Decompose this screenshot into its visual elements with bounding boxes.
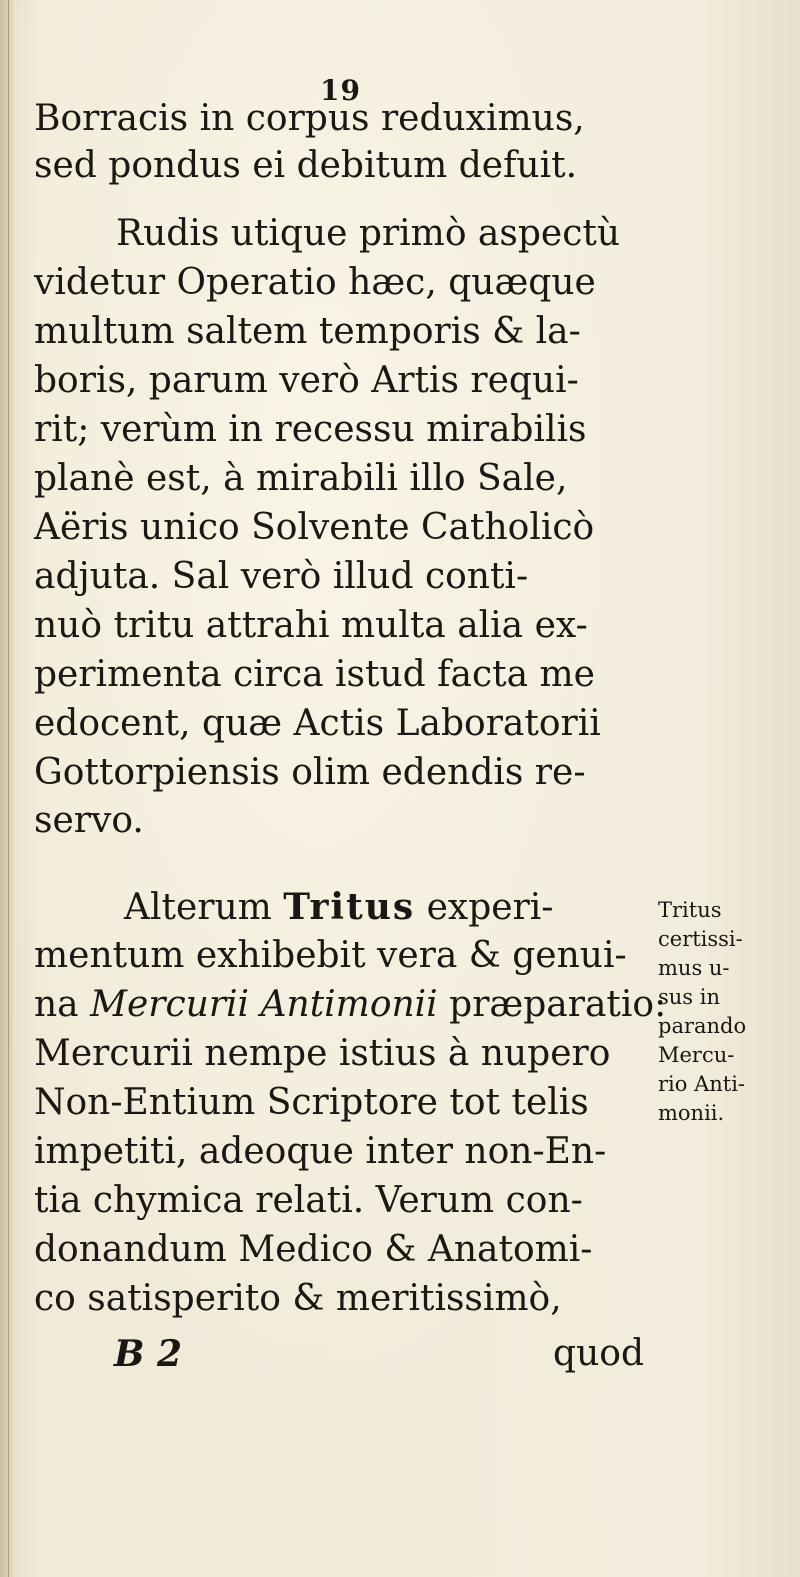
paragraph1-line-1: Borracis in corpus reduximus, (34, 98, 585, 139)
paragraph3-line-7: tia chymica relati. Verum con- (34, 1180, 583, 1221)
paragraph3-line-3-prefix: na (34, 984, 79, 1025)
paragraph2-line-12: Gottorpiensis olim edendis re- (34, 752, 586, 793)
margin-note-line-3: mus u- (658, 956, 730, 980)
paragraph3-line-3 (34, 984, 666, 1026)
margin-note-line-7: rio Anti- (658, 1072, 746, 1096)
paragraph2-line-1: Rudis utique primò aspectù (116, 213, 621, 254)
catchline (114, 1333, 644, 1375)
paragraph2-line-5: rit; verùm in recessu mirabilis (34, 409, 587, 450)
paragraph2-line-7: Aëris unico Solvente Catholicò (34, 507, 595, 548)
paragraph2-line-13: servo. (34, 800, 144, 841)
paragraph2-line-4: boris, parum verò Artis requi- (34, 360, 579, 401)
italic-phrase: Mercurii Antimonii (90, 984, 438, 1025)
signature-mark: B 2 (114, 1333, 183, 1375)
paragraph3-line-2: mentum exhibebit vera & genui- (34, 935, 627, 976)
margin-note-line-2: certissi- (658, 927, 743, 951)
paragraph3-line-3-suffix: præparatio: (449, 984, 667, 1025)
catchword: quod (553, 1333, 644, 1374)
page-gutter (0, 0, 14, 1577)
margin-note-line-6: Mercu- (658, 1043, 735, 1067)
paragraph2-line-2: videtur Operatio hæc, quæque (34, 262, 596, 303)
margin-note-line-5: parando (658, 1014, 747, 1038)
paragraph3-line-1-rest: experi- (426, 887, 554, 928)
paragraph3-first-word: Alterum (124, 887, 272, 928)
margin-note-line-1: Tritus (658, 898, 722, 922)
page-number: 19 (320, 74, 361, 107)
paragraph3-line-5: Non-Entium Scriptore tot telis (34, 1082, 589, 1123)
paragraph1-line-2: sed pondus ei debitum defuit. (34, 145, 578, 186)
paragraph2-line-10: perimenta circa istud facta me (34, 654, 595, 695)
paragraph2-line-3: multum saltem temporis & la- (34, 311, 581, 352)
paragraph2-line-8: adjuta. Sal verò illud conti- (34, 556, 529, 597)
paragraph3-line-6: impetiti, adeoque inter non-En- (34, 1131, 607, 1172)
gutter-fold-line (8, 0, 9, 1577)
paragraph3-line-8: donandum Medico & Anatomi- (34, 1229, 593, 1270)
paragraph2-line-9: nuò tritu attrahi multa alia ex- (34, 605, 588, 646)
paragraph2-line-11: edocent, quæ Actis Laboratorii (34, 703, 601, 744)
margin-note-line-4: sus in (658, 985, 720, 1009)
margin-note-line-8: monii. (658, 1101, 725, 1125)
paragraph2-line-6: planè est, à mirabili illo Sale, (34, 458, 568, 499)
paragraph3-line-4: Mercurii nempe istius à nupero (34, 1033, 611, 1074)
paragraph3-line-9: co satisperito & meritissimò, (34, 1278, 562, 1319)
small-caps-word: Tritus (283, 886, 416, 928)
paragraph3-line-1 (124, 886, 553, 929)
